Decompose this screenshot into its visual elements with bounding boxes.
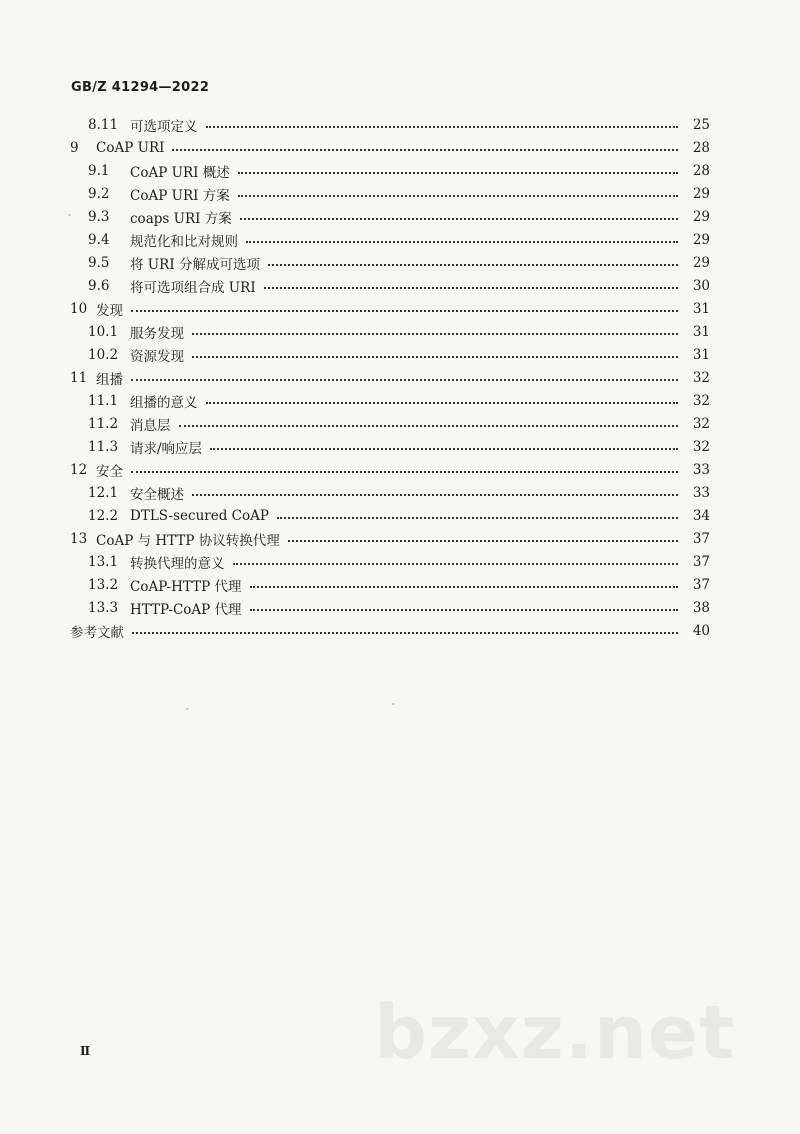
scan-speck [392,703,395,705]
toc-leader-dots [131,379,678,381]
toc-entry-title: 可选项定义 [130,118,198,135]
toc-entry [70,228,710,251]
toc-entry [70,320,710,343]
toc-entry [70,136,710,159]
toc-leader-dots [192,494,678,496]
toc-leader-dots [240,218,678,220]
toc-leader-dots [206,402,679,404]
toc-entry-number: 13.3 [88,599,119,616]
toc-entry-title: 安全概述 [130,486,184,503]
toc-entry-title: CoAP URI 方案 [130,187,230,204]
toc-entry-number: 13 [70,530,88,547]
toc-leader-dots [250,586,678,588]
toc-entry-number: 11 [70,369,88,386]
toc-entry [70,389,710,412]
toc-entry [70,573,710,596]
toc-entry-number: 9.3 [88,208,110,225]
toc-leader-dots [238,195,678,197]
toc-leader-dots [250,609,678,611]
toc-entry-number: 9.1 [88,162,110,179]
toc-entry [70,274,710,297]
toc-entry-page: 28 [692,162,710,179]
toc-entry-page: 29 [692,231,710,248]
toc-entry-number: 11.2 [88,415,119,432]
toc-entry [70,504,710,527]
toc-entry-title: CoAP-HTTP 代理 [130,578,242,595]
toc-entry [70,343,710,366]
toc-entry-page: 34 [692,507,710,524]
toc-leader-dots [206,126,679,128]
toc-entry [70,550,710,573]
toc-entry-title: 服务发现 [130,325,184,342]
toc-entry-title: 安全 [96,463,123,480]
toc-leader-dots [288,540,678,542]
toc-entry-page: 32 [692,438,710,455]
scan-speck [186,708,189,710]
toc-entry-number: 10 [70,300,88,317]
toc-entry-title: 消息层 [130,417,171,434]
toc-entry-page: 37 [692,553,710,570]
toc-leader-dots [246,241,678,243]
toc-entry-number: 9.6 [88,277,110,294]
toc-entry-page: 25 [692,116,710,133]
toc-entry-page: 29 [692,185,710,202]
toc-entry-page: 31 [692,323,710,340]
toc-entry [70,458,710,481]
toc-entry-page: 32 [692,392,710,409]
toc-entry [70,619,710,642]
toc-entry-number: 9.2 [88,185,110,202]
toc-entry-number: 13.2 [88,576,119,593]
toc-entry [70,205,710,228]
toc-entry-title: CoAP 与 HTTP 协议转换代理 [96,532,280,549]
toc-entry-page: 30 [692,277,710,294]
toc-entry [70,435,710,458]
toc-entry-title: HTTP-CoAP 代理 [130,601,242,618]
toc-leader-dots [131,310,678,312]
toc-entry-number: 8.11 [88,116,119,133]
toc-entry [70,113,710,136]
toc-entry-page: 40 [692,622,710,639]
toc-entry-number: 9.5 [88,254,110,271]
toc-leader-dots [268,264,678,266]
toc-entry-page: 37 [692,530,710,547]
toc-leader-dots [264,287,678,289]
toc-entry-page: 29 [692,254,710,271]
toc-entry-title: CoAP URI [96,139,165,156]
toc-entry-page: 37 [692,576,710,593]
scan-speck [68,214,71,216]
toc-leader-dots [277,517,678,519]
toc-entry-number: 10.1 [88,323,119,340]
toc-entry [70,182,710,205]
toc-leader-dots [132,632,678,634]
toc-entry-page: 29 [692,208,710,225]
toc-entry-number: 12.2 [88,507,119,524]
toc-entry-number: 9.4 [88,231,110,248]
toc-entry-title: 将 URI 分解成可选项 [130,256,260,273]
toc-entry-page: 32 [692,369,710,386]
toc-entry-number: 11.1 [88,392,119,409]
toc-entry-title: 组播 [96,371,123,388]
toc-entry [70,527,710,550]
toc-leader-dots [192,333,678,335]
toc-entry-title: coaps URI 方案 [130,210,232,227]
toc-leader-dots [210,448,678,450]
toc-entry-number: 11.3 [88,438,119,455]
toc-entry-title: 组播的意义 [130,394,198,411]
toc-entry-title: 规范化和比对规则 [130,233,238,250]
toc-leader-dots [131,471,678,473]
toc-entry-title: 请求/响应层 [130,440,203,457]
watermark: bzxz.net [374,990,736,1076]
toc-entry [70,366,710,389]
table-of-contents [70,113,710,642]
toc-entry [70,159,710,182]
toc-entry-page: 31 [692,300,710,317]
toc-entry [70,481,710,504]
toc-entry-title: 将可选项组合成 URI [130,279,256,296]
toc-entry-page: 31 [692,346,710,363]
toc-leader-dots [192,356,678,358]
toc-entry [70,297,710,320]
toc-entry-number: 12 [70,461,88,478]
toc-entry [70,596,710,619]
toc-entry-page: 28 [692,139,710,156]
toc-leader-dots [172,149,678,151]
toc-entry-number: 13.1 [88,553,119,570]
document-id-header: GB/Z 41294—2022 [71,80,210,95]
toc-entry-title: 资源发现 [130,348,184,365]
toc-entry [70,251,710,274]
toc-entry-page: 38 [692,599,710,616]
toc-entry-page: 33 [692,461,710,478]
toc-entry-title: 发现 [96,302,123,319]
toc-entry-title: 转换代理的意义 [130,555,225,572]
toc-entry-page: 33 [692,484,710,501]
toc-entry-number: 12.1 [88,484,119,501]
toc-entry-page: 32 [692,415,710,432]
toc-leader-dots [238,172,678,174]
toc-entry-title: DTLS-secured CoAP [130,507,269,524]
toc-leader-dots [179,425,679,427]
toc-entry-number: 10.2 [88,346,119,363]
toc-entry [70,412,710,435]
toc-entry-title: 参考文献 [70,624,124,641]
toc-leader-dots [233,563,679,565]
toc-entry-number: 9 [70,139,79,156]
toc-entry-title: CoAP URI 概述 [130,164,230,181]
page-number-footer: Ⅱ [80,1044,91,1058]
